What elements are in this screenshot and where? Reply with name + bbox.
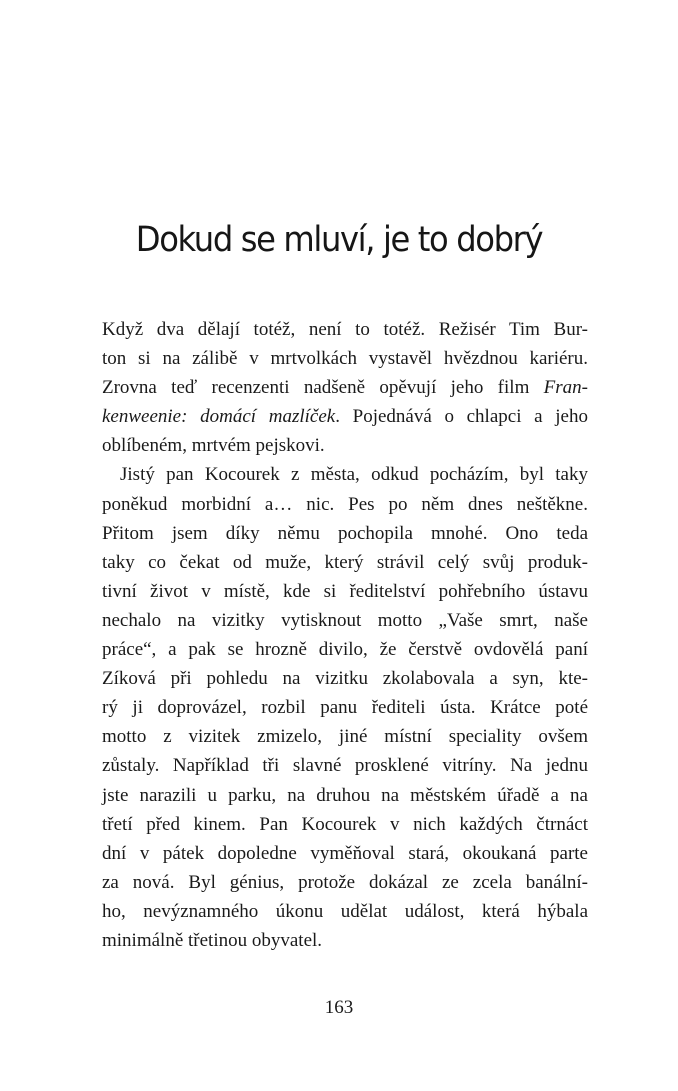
text-line: Přitom jsem díky němu pochopila mnohé. Ono teda (102, 522, 588, 544)
film-title-segment: kenweenie: domácí mazlíček (102, 406, 336, 428)
body-text (102, 315, 588, 955)
text-line: taky co čekat od muže, který strávil celý svůj produk- (102, 551, 588, 573)
text-line: minimálně třetinou obyvatel. (102, 929, 323, 951)
text-line: oblíbeném, mrtvém pejskovi. (102, 435, 325, 457)
text-line: jste narazili u parku, na druhou na městském úřadě a na (102, 784, 588, 806)
text-line: ho, nevýznamného úkonu udělat událost, která hýbala (102, 900, 588, 922)
text-line: Jistý pan Kocourek z města, odkud pocházím, byl taky (120, 464, 588, 486)
text-line: rý ji doprovázel, rozbil panu řediteli ústa. Krátce poté (102, 697, 588, 719)
text-line-segment: . Pojednává o chlapci a jeho (335, 406, 588, 428)
text-line: poněkud morbidní a… nic. Pes po něm dnes neštěkne. (102, 493, 588, 515)
text-line: zůstaly. Například tři slavné prosklené vitríny. Na jednu (102, 755, 588, 777)
page-number: 163 (324, 997, 354, 1018)
text-line: dní v pátek dopoledne vyměňoval stará, okoukaná parte (102, 842, 588, 864)
chapter-title: Dokud se mluví, je to dobrý (135, 220, 543, 260)
text-line (102, 402, 588, 431)
text-line: motto z vizitek zmizelo, jiné místní speciality ovšem (102, 726, 588, 748)
text-line: třetí před kinem. Pan Kocourek v nich každých čtrnáct (102, 813, 588, 835)
text-line (102, 373, 588, 402)
text-line: tivní život v místě, kde si ředitelství pohřebního ústavu (102, 580, 588, 602)
text-line: práce“, a pak se hrozně divilo, že čerstvě ovdovělá paní (102, 639, 588, 661)
text-line: za nová. Byl génius, protože dokázal ze zcela banální- (102, 871, 588, 893)
text-line: Když dva dělají totéž, není to totéž. Režisér Tim Bur- (102, 319, 588, 340)
text-line-segment: Zrovna teď recenzenti nadšeně opěvují jeho film (102, 377, 544, 399)
text-line: nechalo na vizitky vytisknout motto „Vaše smrt, naše (102, 609, 588, 631)
text-line: ton si na zálibě v mrtvolkách vystavěl hvězdnou kariéru. (102, 348, 588, 370)
text-line: Zíková při pohledu na vizitku zkolabovala a syn, kte- (102, 668, 588, 690)
film-title-segment: Fran- (543, 377, 588, 399)
